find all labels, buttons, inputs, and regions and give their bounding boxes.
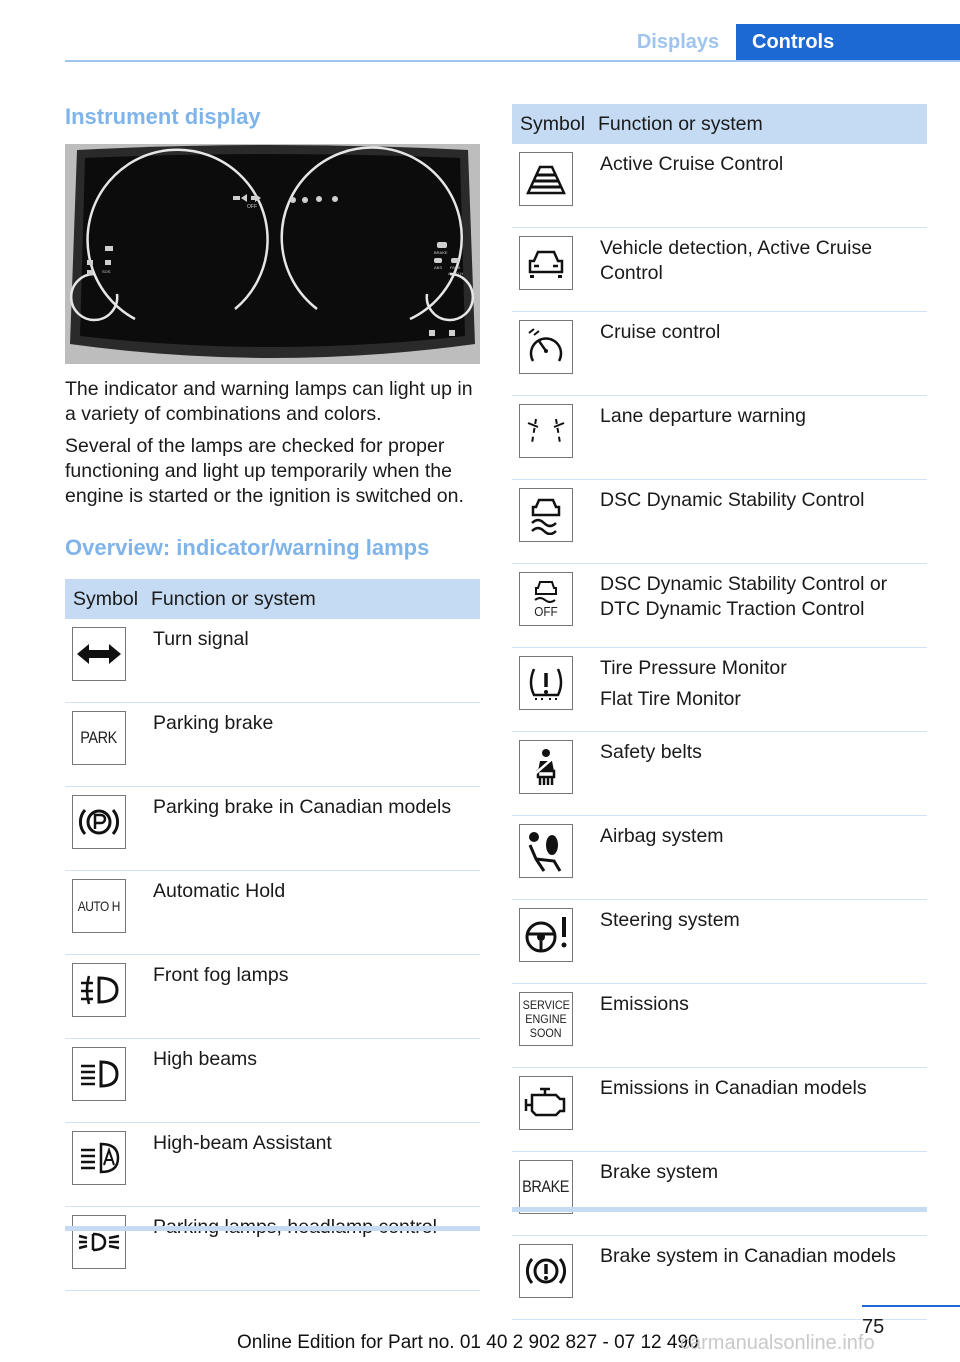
table-row [65, 1207, 480, 1291]
instrument-cluster-image [65, 144, 480, 364]
row-label: High beams [145, 1039, 480, 1123]
table-row [512, 1068, 927, 1152]
paragraph-check: Several of the lamps are checked for proper functioning and light up temporarily when the engine is started or the ignition is switched on. [65, 435, 464, 507]
brake-icon: BRAKE [519, 1160, 573, 1214]
front-fog-lamp-icon [72, 963, 126, 1017]
table-row [65, 871, 480, 955]
row-label: Parking brake in Canadian models [145, 787, 480, 871]
svg-text:SOS: SOS [102, 269, 111, 274]
parking-brake-canada-icon [72, 795, 126, 849]
svg-text:ABS: ABS [434, 265, 443, 270]
row-label: Safety belts [592, 732, 927, 816]
row-label: Front fog lamps [145, 955, 480, 1039]
row-label: Emissions in Canadian models [592, 1068, 927, 1152]
lane-departure-icon [519, 404, 573, 458]
table-row [512, 144, 927, 228]
row-label: High-beam Assistant [145, 1123, 480, 1207]
table-row [512, 816, 927, 900]
high-beam-icon [72, 1047, 126, 1101]
section-title-instrument-display: Instrument display [65, 104, 261, 129]
svg-text:BRAKE: BRAKE [434, 250, 448, 255]
watermark: carmanualsonline.info [680, 1332, 875, 1354]
table-row [512, 732, 927, 816]
table-row [512, 648, 927, 732]
left-table-end-rule [65, 1226, 480, 1231]
table-row [512, 564, 927, 648]
row-label: DSC Dynamic Stability Control [592, 480, 927, 564]
table-row [65, 703, 480, 787]
right-table-end-rule [512, 1207, 927, 1212]
row-label: Active Cruise Control [592, 144, 927, 228]
row-label: Turn signal [145, 619, 480, 703]
table-row [65, 1123, 480, 1207]
row-label: Cruise control [592, 312, 927, 396]
table-row [512, 900, 927, 984]
svg-text:AUTO H: AUTO H [448, 271, 464, 276]
table-row [65, 1039, 480, 1123]
left-symbol-table [65, 579, 480, 1291]
column-header-function: Function or system [145, 579, 480, 619]
table-row [65, 955, 480, 1039]
table-row [65, 787, 480, 871]
table-row [65, 619, 480, 703]
section-title-overview: Overview: indicator/warning lamps [65, 535, 430, 560]
row-label: Automatic Hold [145, 871, 480, 955]
svg-text:PARK: PARK [450, 265, 461, 270]
column-header-function: Function or system [592, 104, 927, 144]
edition-footer: Online Edition for Part no. 01 40 2 902 827 - 07 12 490 [237, 1332, 699, 1353]
header-divider [65, 60, 960, 62]
park-icon: PARK [72, 711, 126, 765]
active-cruise-control-icon [519, 152, 573, 206]
page-number-rule [862, 1305, 960, 1307]
dsc-icon [519, 488, 573, 542]
row-label: Parking brake [145, 703, 480, 787]
table-row [512, 396, 927, 480]
row-label: Brake system [592, 1152, 927, 1236]
high-beam-assistant-icon [72, 1131, 126, 1185]
row-label-primary: Tire Pressure Monitor [600, 657, 787, 679]
svg-text:OFF: OFF [247, 204, 257, 210]
auto-hold-icon: AUTO H [72, 879, 126, 933]
table-row [512, 228, 927, 312]
row-label [592, 648, 927, 732]
row-label: Airbag system [592, 816, 927, 900]
column-header-symbol: Symbol [512, 104, 592, 144]
tab-controls[interactable]: Controls [736, 24, 960, 61]
row-label: Emissions [592, 984, 927, 1068]
table-row [512, 1152, 927, 1236]
parking-lamp-icon [72, 1215, 126, 1269]
service-engine-soon-icon: SERVICE ENGINE SOON [519, 992, 573, 1046]
row-label: Vehicle detection, Active Cruise Control [592, 228, 927, 312]
seat-belt-icon [519, 740, 573, 794]
tire-pressure-icon [519, 656, 573, 710]
column-header-symbol: Symbol [65, 579, 145, 619]
right-symbol-table [512, 104, 927, 1320]
dsc-off-icon: OFF [519, 572, 573, 626]
row-label [145, 1207, 480, 1291]
paragraph-intro: The indicator and warning lamps can light up in a variety of combinations and colors. [65, 378, 473, 425]
table-row [512, 984, 927, 1068]
vehicle-detection-icon [519, 236, 573, 290]
turn-signal-icon [72, 627, 126, 681]
row-sublabel: Flat Tire Monitor [600, 688, 741, 710]
engine-emissions-canada-icon [519, 1076, 573, 1130]
tab-displays[interactable]: Displays [636, 31, 720, 53]
row-label: DSC Dynamic Stability Control or DTC Dynamic Traction Control [592, 564, 927, 648]
brake-canada-icon [519, 1244, 573, 1298]
row-label: Steering system [592, 900, 927, 984]
steering-system-icon [519, 908, 573, 962]
table-row [512, 312, 927, 396]
cruise-control-icon [519, 320, 573, 374]
row-label: Brake system in Canadian models [592, 1236, 927, 1320]
airbag-icon [519, 824, 573, 878]
page-number: 75 [862, 1316, 885, 1338]
row-label: Lane departure warning [592, 396, 927, 480]
table-row [512, 480, 927, 564]
